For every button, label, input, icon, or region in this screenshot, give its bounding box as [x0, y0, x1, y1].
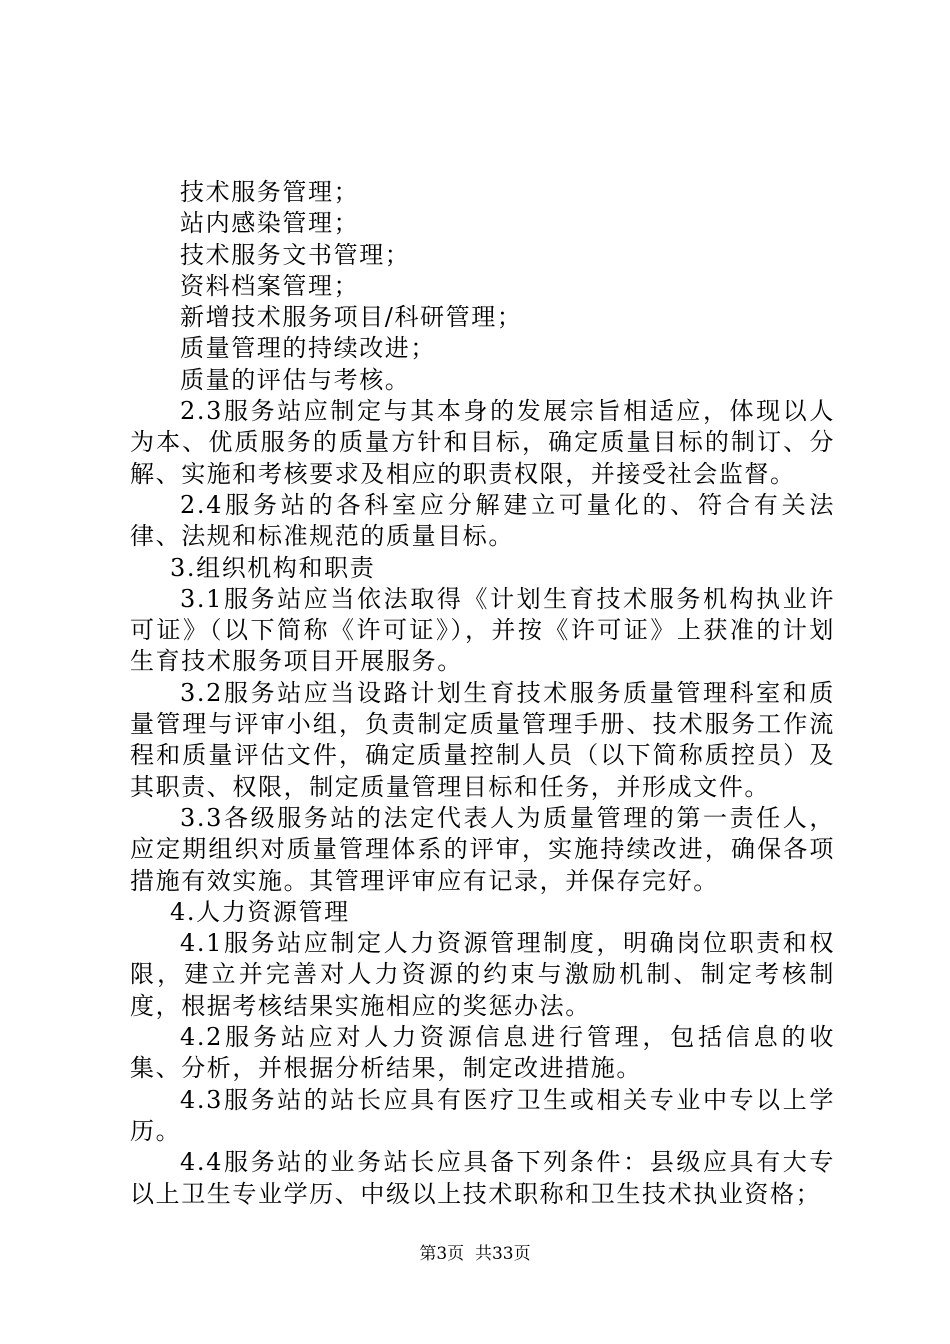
- list-item: 资料档案管理；: [180, 271, 360, 300]
- list-item: 新增技术服务项目/科研管理；: [180, 303, 523, 332]
- paragraph-4-2: 4.2服务站应对人力资源信息进行管理，包括信息的收集、分析，并根据分析结果，制定改进措施。: [130, 1023, 835, 1083]
- paragraph-2-4: 2.4服务站的各科室应分解建立可量化的、符合有关法律、法规和标准规范的质量目标。: [130, 490, 835, 551]
- paragraph-3-2: 3.2服务站应当设路计划生育技术服务质量管理科室和质量管理与评审小组，负责制定质量管理手册、技术服务工作流程和质量评估文件，确定质量控制人员（以下简称质控员）及其职责、权限，制定质量管理目标和任务，并形成文件。: [130, 678, 835, 801]
- paragraph-3-1: 3.1服务站应当依法取得《计划生育技术服务机构执业许可证》（以下简称《许可证》），并按《许可证》上获准的计划生育技术服务项目开展服务。: [130, 584, 835, 676]
- list-item: 技术服务管理；: [180, 178, 360, 206]
- section-heading-3: 3.组织机构和职责: [170, 553, 376, 582]
- list-item: 质量的评估与考核。: [180, 365, 411, 394]
- paragraph-4-1: 4.1服务站应制定人力资源管理制度，明确岗位职责和权限，建立并完善对人力资源的约束与激励机制、制定考核制度，根据考核结果实施相应的奖惩办法。: [130, 929, 835, 1020]
- page-footer: [0, 1243, 950, 1265]
- paragraph-3-3: 3.3各级服务站的法定代表人为质量管理的第一责任人，应定期组织对质量管理体系的评审，实施持续改进，确保各项措施有效实施。其管理评审应有记录，并保存完好。: [130, 803, 835, 895]
- list-item: 技术服务文书管理；: [180, 240, 411, 269]
- page-number-label: 第3页 共33页: [419, 1244, 531, 1264]
- paragraph-2-3: 2.3服务站应制定与其本身的发展宗旨相适应，体现以人为本、优质服务的质量方针和目标，确定质量目标的制订、分解、实施和考核要求及相应的职责权限，并接受社会监督。: [130, 397, 835, 488]
- document-body: [130, 177, 835, 1210]
- list-item: 站内感染管理；: [180, 209, 360, 238]
- paragraph-4-3: 4.3服务站的站长应具有医疗卫生或相关专业中专以上学历。: [130, 1085, 835, 1145]
- paragraph-4-4: 4.4服务站的业务站长应具备下列条件：县级应具有大专以上卫生专业学历、中级以上技术职称和卫生技术执业资格；: [130, 1148, 835, 1208]
- list-item: 质量管理的持续改进；: [180, 334, 436, 363]
- section-heading-4: 4.人力资源管理: [170, 897, 350, 926]
